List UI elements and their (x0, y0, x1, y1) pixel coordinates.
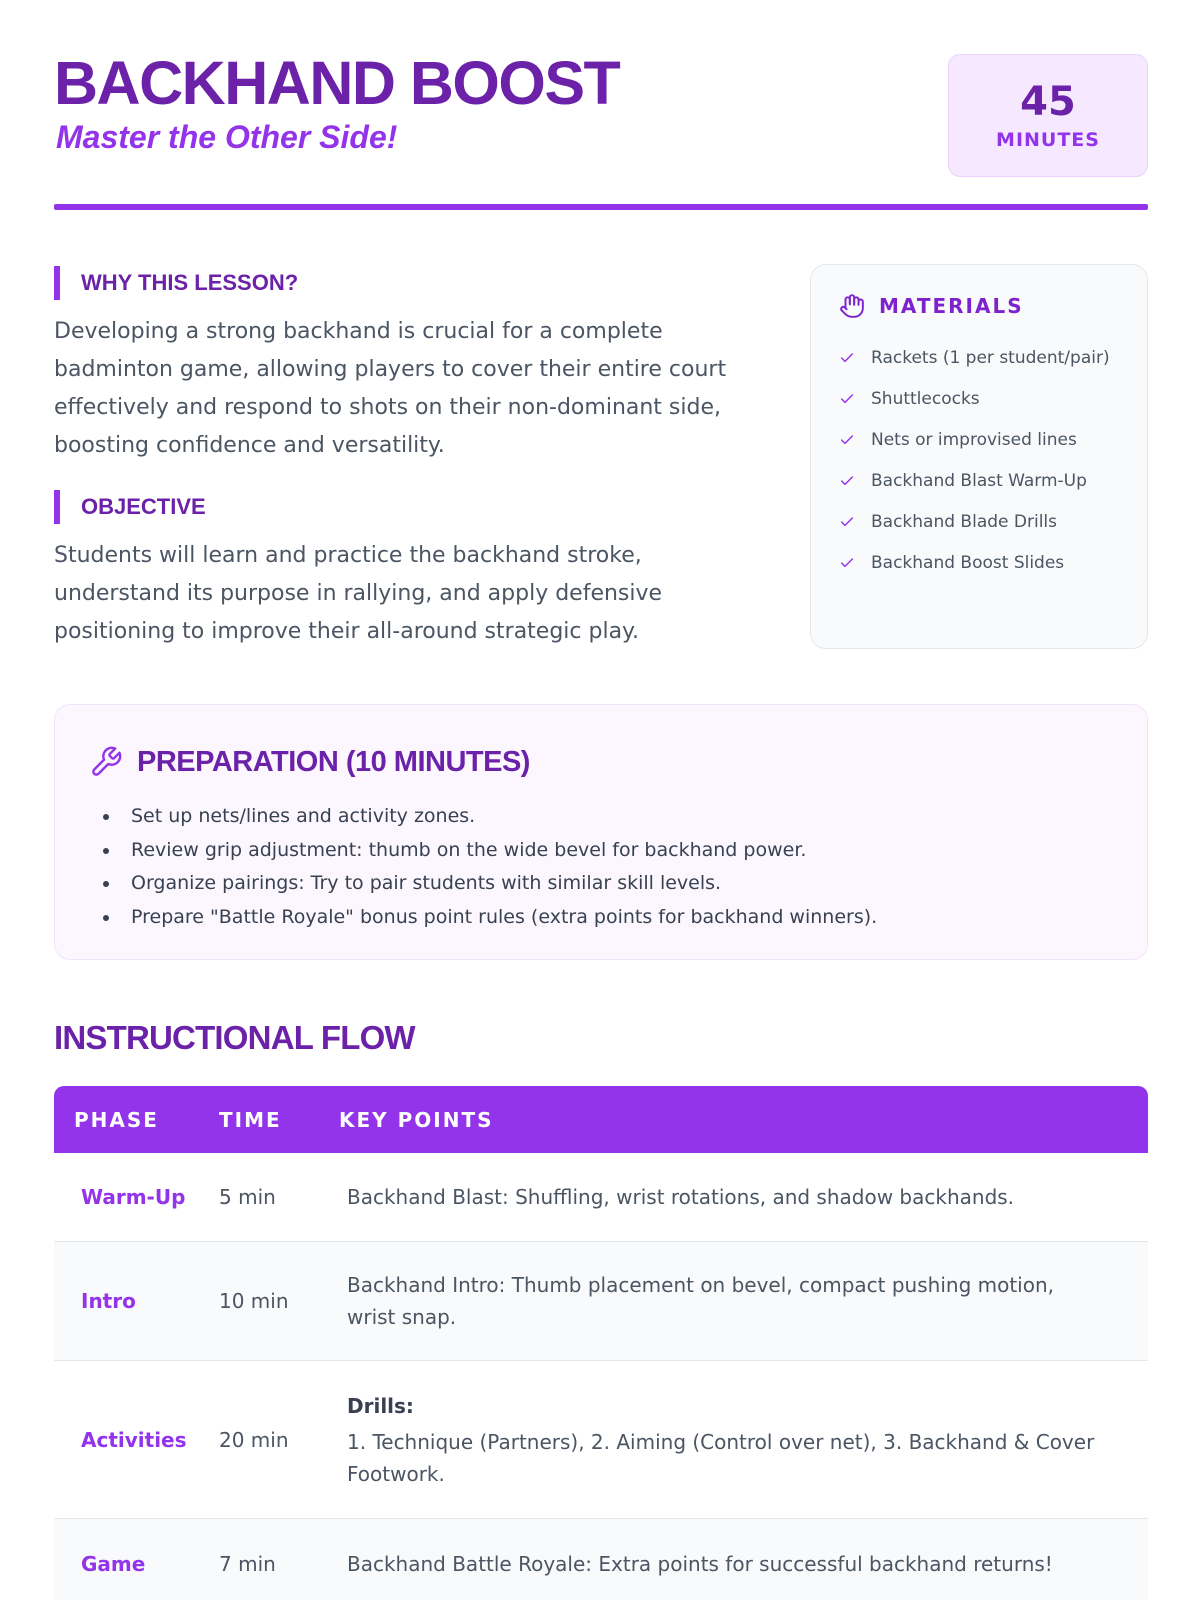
list-item: Rackets (1 per student/pair) (839, 337, 1147, 378)
page-subtitle: Master the Other Side! (56, 119, 398, 155)
objective-heading: OBJECTIVE (54, 490, 206, 524)
duration-badge (948, 54, 1148, 177)
wrench-icon (89, 745, 123, 779)
materials-panel (810, 264, 1148, 649)
preparation-heading: PREPARATION (10 MINUTES) (137, 745, 530, 778)
check-icon (839, 350, 855, 366)
header (54, 0, 1148, 212)
preparation-panel (54, 704, 1148, 960)
time-cell: 5 min (219, 1185, 276, 1209)
why-body: Developing a strong backhand is crucial for a complete badminton game, allowing players to cover their entire court effectively and respond to shots on their non-dominant side, boosting confidence and versatility. (54, 319, 727, 458)
materials-header (839, 293, 1147, 319)
flow-table (54, 1086, 1148, 1600)
list-item: Backhand Blast Warm-Up (839, 460, 1147, 501)
list-item: Backhand Blade Drills (839, 501, 1147, 542)
column-header-key-points: KEY POINTS (339, 1107, 494, 1132)
key-points-cell: Backhand Intro: Thumb placement on bevel, compact pushing motion, wrist snap. (347, 1273, 1055, 1329)
column-header-phase: PHASE (74, 1107, 159, 1132)
check-icon (839, 473, 855, 489)
list-item: Nets or improvised lines (839, 419, 1147, 460)
key-points-cell: Backhand Blast: Shuffling, wrist rotations, and shadow backhands. (347, 1185, 1015, 1209)
column-header-time: TIME (219, 1107, 282, 1132)
list-item: Shuttlecocks (839, 378, 1147, 419)
header-divider (54, 204, 1148, 210)
materials-list (839, 337, 1147, 583)
duration-unit: MINUTES (996, 129, 1100, 151)
flow-heading: INSTRUCTIONAL FLOW (54, 1019, 415, 1056)
why-heading: WHY THIS LESSON? (54, 266, 298, 300)
hand-icon (839, 293, 865, 319)
list-item: Review grip adjustment: thumb on the wide bevel for backhand power. (131, 834, 877, 868)
list-item: Organize pairings: Try to pair students with similar skill levels. (131, 867, 877, 901)
drills-label: Drills: (347, 1393, 414, 1418)
phase-cell: Activities (81, 1427, 187, 1452)
table-header (54, 1086, 1148, 1153)
check-icon (839, 391, 855, 407)
phase-cell: Game (81, 1552, 146, 1576)
check-icon (839, 514, 855, 530)
check-icon (839, 555, 855, 571)
list-item: Prepare "Battle Royale" bonus point rules (extra points for backhand winners). (131, 901, 877, 935)
intro-section (54, 212, 1148, 704)
table-row (54, 1361, 1148, 1519)
table-row (54, 1153, 1148, 1242)
objective-body: Students will learn and practice the backhand stroke, understand its purpose in rallying, and apply defensive positioning to improve their all-around strategic play. (54, 543, 663, 644)
time-cell: 20 min (219, 1427, 289, 1452)
list-item: Backhand Boost Slides (839, 542, 1147, 583)
materials-heading: MATERIALS (879, 294, 1024, 318)
preparation-header (89, 745, 530, 779)
time-cell: 7 min (219, 1552, 276, 1576)
phase-cell: Warm-Up (81, 1185, 186, 1209)
preparation-list (131, 800, 877, 934)
check-icon (839, 432, 855, 448)
key-points-cell: Drills: 1. Technique (Partners), 2. Aiming (Control over net), 3. Backhand & Cover Footwork. (347, 1390, 1107, 1490)
time-cell: 10 min (219, 1289, 289, 1313)
key-points-cell: Backhand Battle Royale: Extra points for successful backhand returns! (347, 1552, 1053, 1576)
duration-value: 45 (1020, 79, 1076, 125)
list-item: Set up nets/lines and activity zones. (131, 800, 877, 834)
table-row (54, 1519, 1148, 1600)
phase-cell: Intro (81, 1289, 136, 1313)
table-row (54, 1242, 1148, 1361)
page-title: BACKHAND BOOST (54, 49, 620, 117)
lesson-plan-page (54, 0, 1148, 1576)
